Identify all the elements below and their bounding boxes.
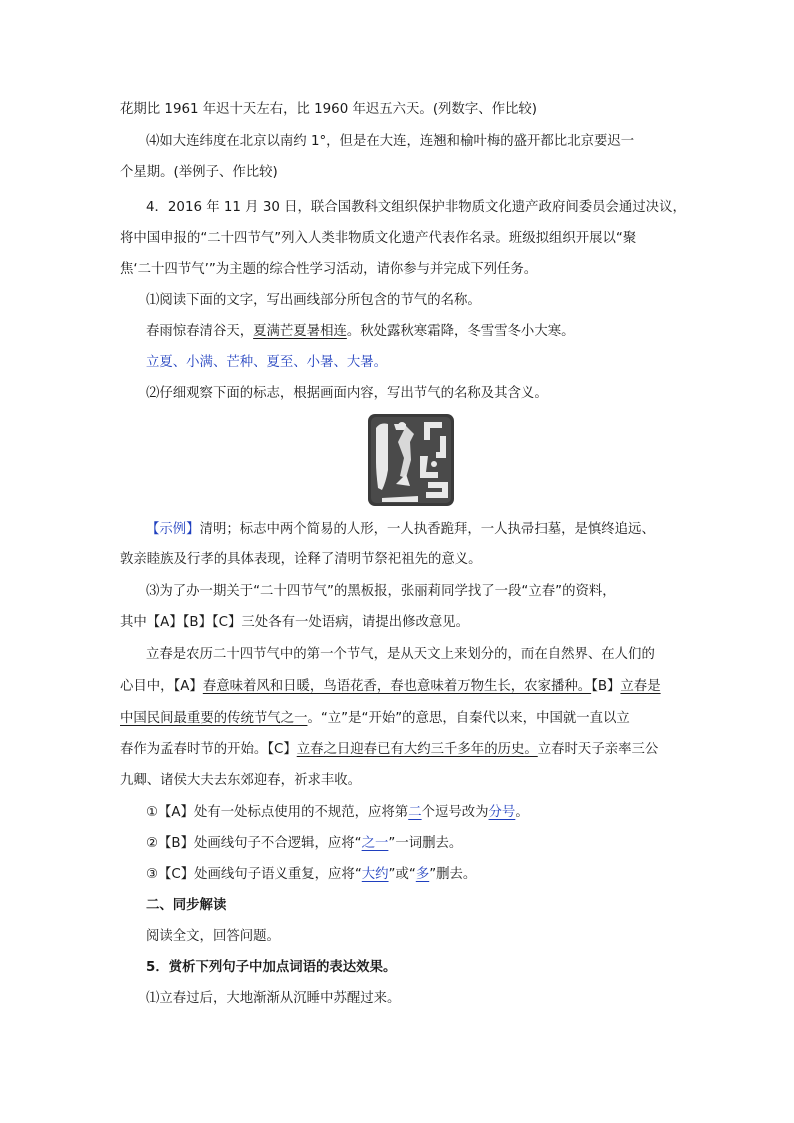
text-line-2: ⑷如大连纬度在北京以南约 1°，但是在大连，连翘和榆叶梅的盛开都比北京要迟一	[146, 134, 635, 149]
passage-4-underlined: 立春之日迎春已有大约三千多年的历史。	[296, 742, 538, 757]
answer-c	[146, 865, 476, 885]
passage-3-underlined: 中国民间最重要的传统节气之一	[120, 711, 308, 726]
section-instruction: 阅读全文，回答问题。	[146, 929, 280, 944]
question-5-item-1: ⑴立春过后，大地渐渐从沉睡中苏醒过来。	[146, 991, 401, 1006]
passage-4-pre: 春作为孟春时节的开始。【C】	[120, 742, 297, 757]
example-tag: 【示例】	[146, 522, 200, 537]
text-line-1: 花期比 1961 年迟十天左右，比 1960 年迟五六天。(列数字、作比较)	[120, 102, 538, 117]
subquestion-1: ⑴阅读下面的文字，写出画线部分所包含的节气的名称。	[146, 293, 481, 308]
question-5: 5．赏析下列句子中加点词语的表达效果。	[146, 960, 397, 975]
answer-b-pre: ②【B】处画线句子不合逻辑，应将“	[146, 836, 362, 851]
passage-line-3	[120, 709, 630, 729]
answer-a-blank-1: 二	[408, 805, 422, 820]
section-heading: 二、同步解读	[146, 898, 227, 913]
passage-2-mid: 【B】	[591, 679, 621, 694]
answer-c-post: ”删去。	[429, 867, 477, 882]
answer-c-pre: ③【C】处画线句子语义重复，应将“	[146, 867, 362, 882]
answer-c-blank-1: 大约	[361, 867, 389, 882]
example-line-2: 敦亲睦族及行孝的具体表现，诠释了清明节祭祀祖先的意义。	[120, 552, 482, 567]
text-line-3: 个星期。(举例子、作比较)	[120, 165, 278, 180]
question-4-line-1: 4．2016 年 11 月 30 日，联合国教科文组织保护非物质文化遗产政府间委员会通过决议，	[146, 200, 686, 215]
passage-line-1: 立春是农历二十四节气中的第一个节气，是从天文上来划分的，而在自然界、在人们的	[146, 647, 655, 662]
answer-c-blank-2: 多	[415, 867, 430, 882]
passage-2-underlined-b: 立春是	[620, 679, 661, 694]
qingming-seal-icon	[366, 412, 456, 508]
answer-b-post: ”一词删去。	[388, 836, 463, 851]
passage-3-post: 。“立”是“开始”的意思，自秦代以来，中国就一直以立	[307, 711, 630, 726]
passage-2-underlined: 春意味着风和日暖，鸟语花香，春也意味着万物生长，农家播种。	[202, 679, 592, 694]
passage-line-4	[120, 740, 658, 760]
example-line-1	[146, 520, 655, 540]
passage-2-pre: 心目中，【A】	[120, 679, 203, 694]
passage-line-2	[120, 677, 661, 697]
poem-underlined: 夏满芒夏暑相连	[253, 324, 347, 339]
answer-a-pre: ①【A】处有一处标点使用的不规范，应将第	[146, 805, 409, 820]
example-text-1: 清明；标志中两个简易的人形，一人执香跪拜，一人执帚扫墓，是慎终追远、	[199, 522, 655, 537]
poem-pre: 春雨惊春清谷天，	[146, 324, 254, 339]
answer-a-post: 。	[515, 805, 529, 820]
answer-a-mid: 个逗号改为	[421, 805, 489, 820]
poem-post: 。秋处露秋寒霜降，冬雪雪冬小大寒。	[346, 324, 575, 339]
passage-4-post: 立春时天子亲率三公	[537, 742, 659, 757]
question-4-line-3: 焦‘二十四节气’”为主题的综合性学习活动，请你参与并完成下列任务。	[120, 262, 538, 277]
answer-a-blank-2: 分号	[488, 805, 516, 820]
passage-line-5: 九卿、诸侯大夫去东郊迎春，祈求丰收。	[120, 773, 362, 788]
question-4-line-2: 将中国申报的“二十四节气”列入人类非物质文化遗产代表作名录。班级拟组织开展以“聚	[120, 231, 637, 246]
poem-line	[146, 322, 575, 342]
answer-1: 立夏、小满、芒种、夏至、小暑、大暑。	[146, 355, 388, 370]
answer-b	[146, 834, 462, 854]
answer-a	[146, 803, 529, 823]
answer-b-blank: 之一	[361, 836, 389, 851]
subquestion-3-line-1: ⑶为了办一期关于“二十四节气”的黑板报，张丽莉同学找了一段“立春”的资料，	[146, 584, 616, 599]
answer-c-mid: ”或“	[388, 867, 416, 882]
subquestion-2: ⑵仔细观察下面的标志，根据画面内容，写出节气的名称及其含义。	[146, 386, 548, 401]
subquestion-3-line-2: 其中【A】【B】【C】三处各有一处语病，请提出修改意见。	[120, 615, 470, 630]
